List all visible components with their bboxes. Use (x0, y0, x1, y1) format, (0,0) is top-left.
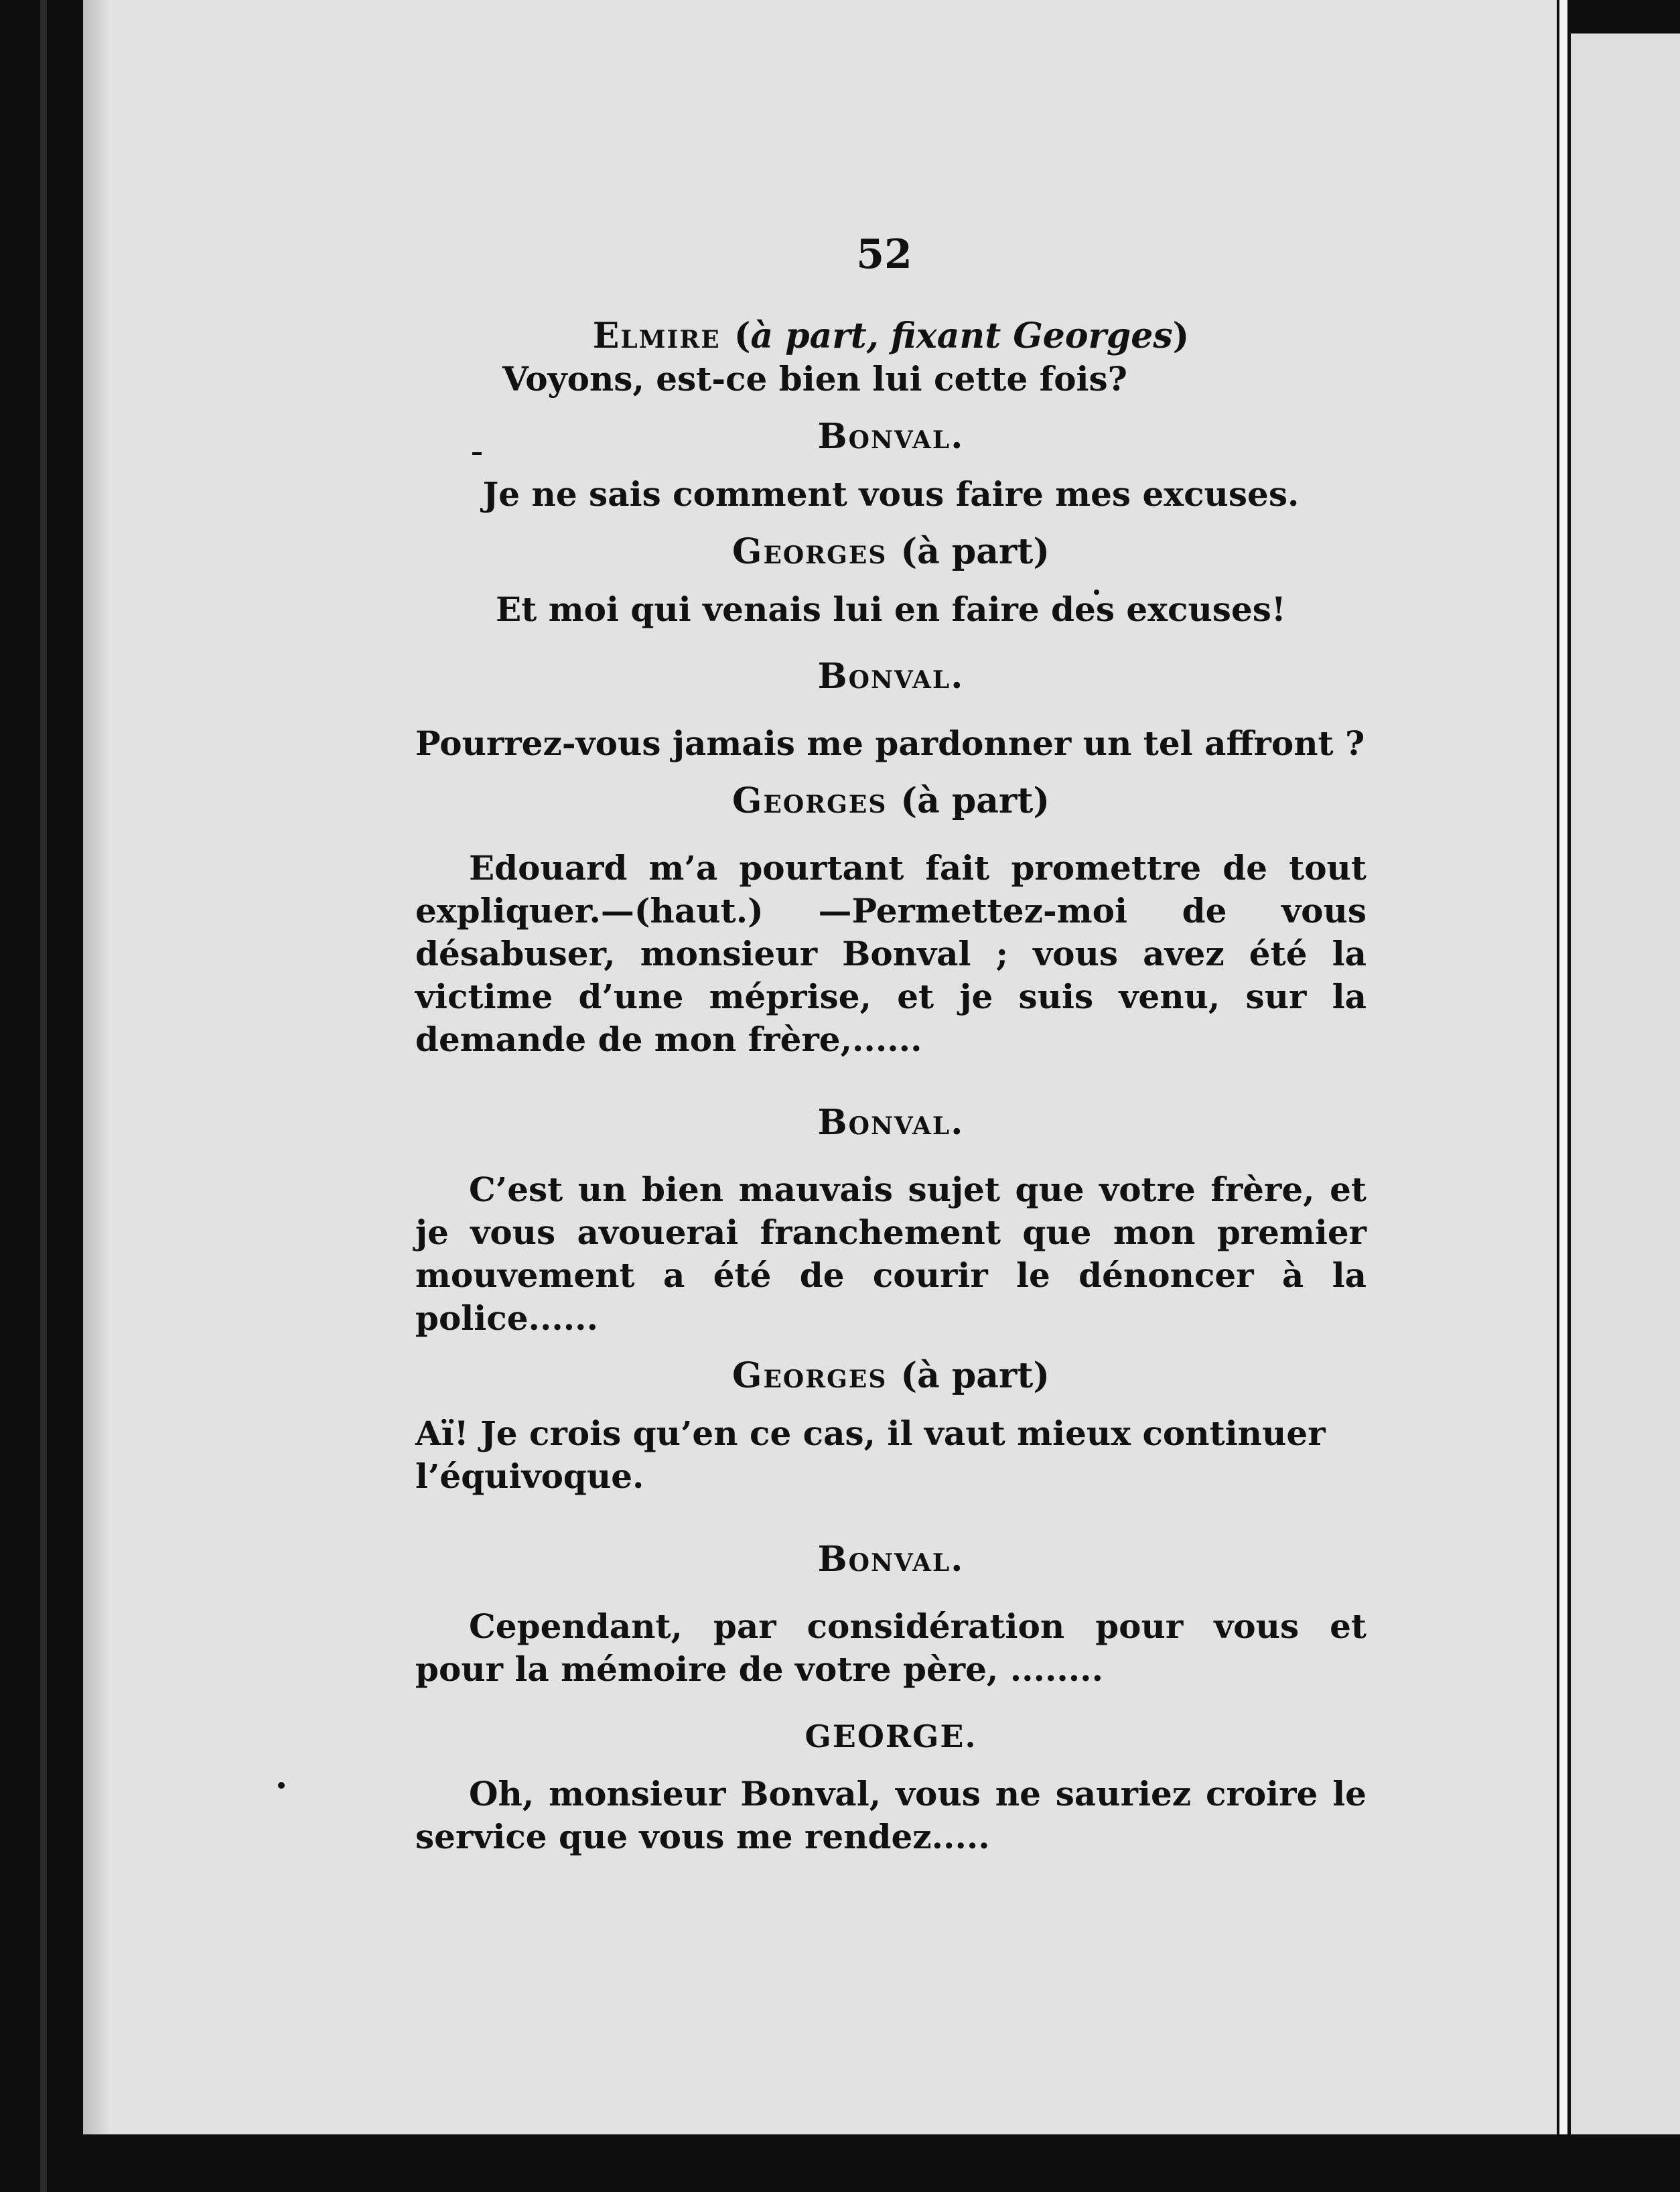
dialogue-line: Voyons, est-ce bien lui cette fois? (502, 359, 1127, 399)
speaker-bonval: Bonval. (817, 416, 965, 457)
dialogue-paragraph: Oh, monsieur Bonval, vous ne sauriez croire le service que vous me rendez..... (415, 1774, 1367, 1856)
facing-page-edge (1571, 33, 1680, 2134)
page-edge (1559, 0, 1567, 2134)
gutter-shadow (83, 0, 110, 2134)
speaker-name: Georges (732, 1355, 888, 1396)
speaker-george: GEORGE. (804, 1718, 977, 1755)
speaker-georges (415, 1355, 1367, 1397)
stage-direction-text: à part, fixant Georges (750, 316, 1173, 356)
play-dialogue (415, 315, 1367, 1858)
binding-edge (40, 0, 47, 2192)
stray-dot (278, 1782, 285, 1789)
speaker-name: Georges (732, 531, 888, 572)
speaker-bonval: Bonval. (817, 656, 965, 697)
dialogue-line: Pourrez-vous jamais me pardonner un tel affront ? (415, 724, 1365, 763)
speaker-name: Elmire (592, 316, 721, 356)
speaker-elmire (415, 315, 1367, 358)
speaker-name: Georges (732, 780, 888, 821)
speaker-bonval: Bonval. (817, 1102, 965, 1143)
stage-direction: (à part) (900, 531, 1050, 572)
dialogue-paragraph: Edouard m’a pourtant fait promettre de tout expliquer.—(haut.) —Permettez-moi de vous désabuser, monsieur Bonval ; vous avez été la victime d’une méprise, et je suis venu, sur la demande de mon frère,...... (415, 848, 1367, 1059)
dialogue-paragraph: Aï! Je crois qu’en ce cas, il vaut mieux continuer l’équivoque. (415, 1414, 1326, 1496)
speaker-georges (415, 531, 1367, 573)
paren: ( (733, 316, 751, 356)
dialogue-paragraph: Cependant, par considération pour vous et pour la mémoire de votre père, ........ (415, 1606, 1367, 1689)
paren: ) (1172, 316, 1190, 356)
dialogue-line: Je ne sais comment vous faire mes excuses. (482, 474, 1300, 514)
speaker-bonval: Bonval. (817, 1539, 965, 1580)
stage-direction: (à part) (900, 1355, 1050, 1396)
stage-direction (734, 316, 1189, 356)
page-number: 52 (856, 231, 912, 278)
stage-direction: (à part) (900, 780, 1050, 821)
dialogue-paragraph: C’est un bien mauvais sujet que votre frère, et je vous avouerai franchement que mon premier mouvement a été de courir le dénoncer à la police...... (415, 1170, 1367, 1338)
speaker-georges (415, 780, 1367, 823)
dialogue-line: Et moi qui venais lui en faire des excuses! (496, 590, 1286, 629)
